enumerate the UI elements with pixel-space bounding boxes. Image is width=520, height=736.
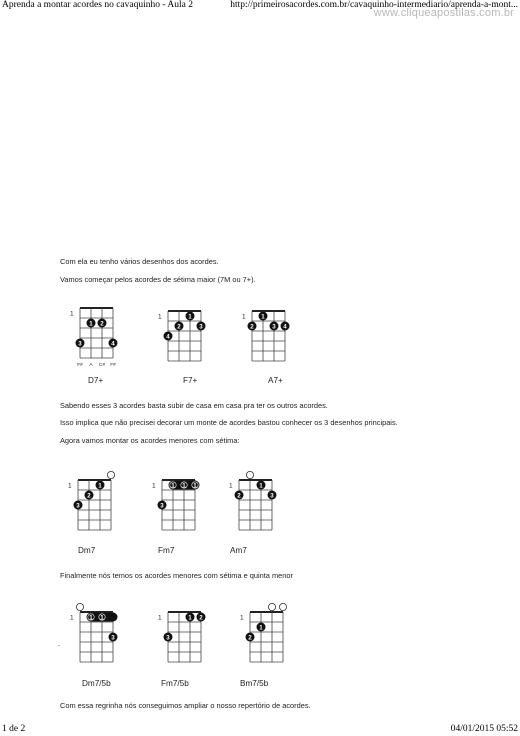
finger-number: 1 xyxy=(98,482,102,490)
finger-number: 2 xyxy=(250,323,254,331)
chord-diagram-fm7 xyxy=(152,472,205,534)
finger-number: 2 xyxy=(237,492,241,500)
finger-number: 1 xyxy=(188,313,192,321)
string-note-label: A xyxy=(89,363,93,368)
print-datetime: 04/01/2015 05:52 xyxy=(450,724,518,734)
finger-number: 3 xyxy=(166,634,170,642)
fretboard xyxy=(70,300,123,372)
start-fret-number: 1 xyxy=(68,482,72,490)
open-string-marker xyxy=(246,471,253,478)
finger-number: 1 xyxy=(261,313,265,321)
finger-number: 1 xyxy=(188,614,192,622)
page-header-url[interactable]: http://primeirosacordes.com.br/cavaquinho-intermediario/aprenda-a-mont... xyxy=(230,0,518,10)
watermark-text: www.cliqueapostilas.com.br xyxy=(373,7,514,19)
start-fret-number: 1 xyxy=(158,614,162,622)
start-fret-number: 1 xyxy=(152,482,156,490)
paragraph-three-shapes: Isso implica que não precisei decorar um monte de acordes bastou conhecer os 3 desenhos principais. xyxy=(60,418,398,427)
chord-name-fm7-5b: Fm7/5b xyxy=(161,679,189,688)
chord-diagram-fm7-5b xyxy=(158,604,211,666)
chord-name-dm7: Dm7 xyxy=(78,546,96,555)
finger-number: 3 xyxy=(272,323,276,331)
finger-number: 1 xyxy=(100,614,104,622)
finger-number: 1 xyxy=(89,614,93,622)
chord-name-fm7: Fm7 xyxy=(158,546,175,555)
start-fret-number: 1 xyxy=(158,313,162,321)
finger-number: 4 xyxy=(283,323,287,331)
finger-number: 3 xyxy=(76,502,80,510)
chord-name-a7plus: A7+ xyxy=(268,376,283,385)
finger-number: 2 xyxy=(100,320,104,328)
chord-diagram-dm7-5b xyxy=(70,604,123,666)
finger-number: 2 xyxy=(87,492,91,500)
open-string-marker xyxy=(279,603,286,610)
page-header-title: Aprenda a montar acordes no cavaquinho - Aula 2 xyxy=(2,0,193,10)
chord-diagram-dm7 xyxy=(68,472,121,534)
fretboard xyxy=(158,303,211,365)
finger-number: 1 xyxy=(182,482,186,490)
finger-number: 4 xyxy=(166,333,170,341)
finger-number: 3 xyxy=(160,502,164,510)
finger-number: 1 xyxy=(89,320,93,328)
chord-name-f7plus: F7+ xyxy=(183,376,198,385)
chord-name-am7: Am7 xyxy=(230,546,247,555)
finger-number: 2 xyxy=(177,323,181,331)
fretboard xyxy=(240,604,293,666)
stray-mark: . xyxy=(58,639,61,648)
fretboard xyxy=(242,303,295,365)
fretboard xyxy=(68,472,121,534)
finger-number: 2 xyxy=(199,614,203,622)
start-fret-number: 1 xyxy=(70,614,74,622)
start-fret-number: 1 xyxy=(229,482,233,490)
start-fret-number: 1 xyxy=(70,310,74,318)
finger-number: 3 xyxy=(199,323,203,331)
fretboard xyxy=(229,472,282,534)
paragraph-move-frets: Sabendo esses 3 acordes basta subir de casa em casa pra ter os outros acordes. xyxy=(60,401,328,410)
chord-name-bm7-5b: Bm7/5b xyxy=(240,679,269,688)
finger-number: 3 xyxy=(270,492,274,500)
chord-diagram-a7plus xyxy=(242,303,295,365)
string-note-label: F# xyxy=(110,363,116,368)
paragraph-repertoire: Com essa regrinha nós conseguimos ampliar o nosso repertório de acordes. xyxy=(60,701,311,710)
finger-number: 1 xyxy=(171,482,175,490)
string-note-label: F# xyxy=(77,363,83,368)
chord-name-dm7-5b: Dm7/5b xyxy=(82,679,111,688)
chord-diagram-f7plus xyxy=(158,303,211,365)
paragraph-minor-seventh: Agora vamos montar os acordes menores com sétima: xyxy=(60,436,240,445)
fretboard xyxy=(70,604,123,666)
start-fret-number: 1 xyxy=(240,614,244,622)
finger-number: 1 xyxy=(259,482,263,490)
page-number: 1 de 2 xyxy=(2,724,26,734)
paragraph-half-diminished: Finalmente nós temos os acordes menores com sétima e quinta menor xyxy=(60,571,293,580)
open-string-marker xyxy=(76,603,83,610)
open-string-marker xyxy=(268,603,275,610)
open-string-marker xyxy=(107,471,114,478)
chord-diagram-d7plus xyxy=(70,300,123,372)
chord-diagram-bm7-5b xyxy=(240,604,293,666)
finger-number: 3 xyxy=(111,634,115,642)
finger-number: 1 xyxy=(259,624,263,632)
fretboard xyxy=(152,472,205,534)
finger-number: 1 xyxy=(193,482,197,490)
finger-number: 3 xyxy=(78,340,82,348)
finger-number: 2 xyxy=(248,634,252,642)
paragraph-major-seventh: Vamos começar pelos acordes de sétima maior (7M ou 7+). xyxy=(60,275,256,284)
chord-diagram-am7 xyxy=(229,472,282,534)
start-fret-number: 1 xyxy=(242,313,246,321)
chord-name-d7plus: D7+ xyxy=(88,376,104,385)
string-note-label: C# xyxy=(98,363,106,368)
fretboard xyxy=(158,604,211,666)
finger-number: 4 xyxy=(111,340,115,348)
paragraph-intro: Com ela eu tenho vários desenhos dos acordes. xyxy=(60,257,219,266)
